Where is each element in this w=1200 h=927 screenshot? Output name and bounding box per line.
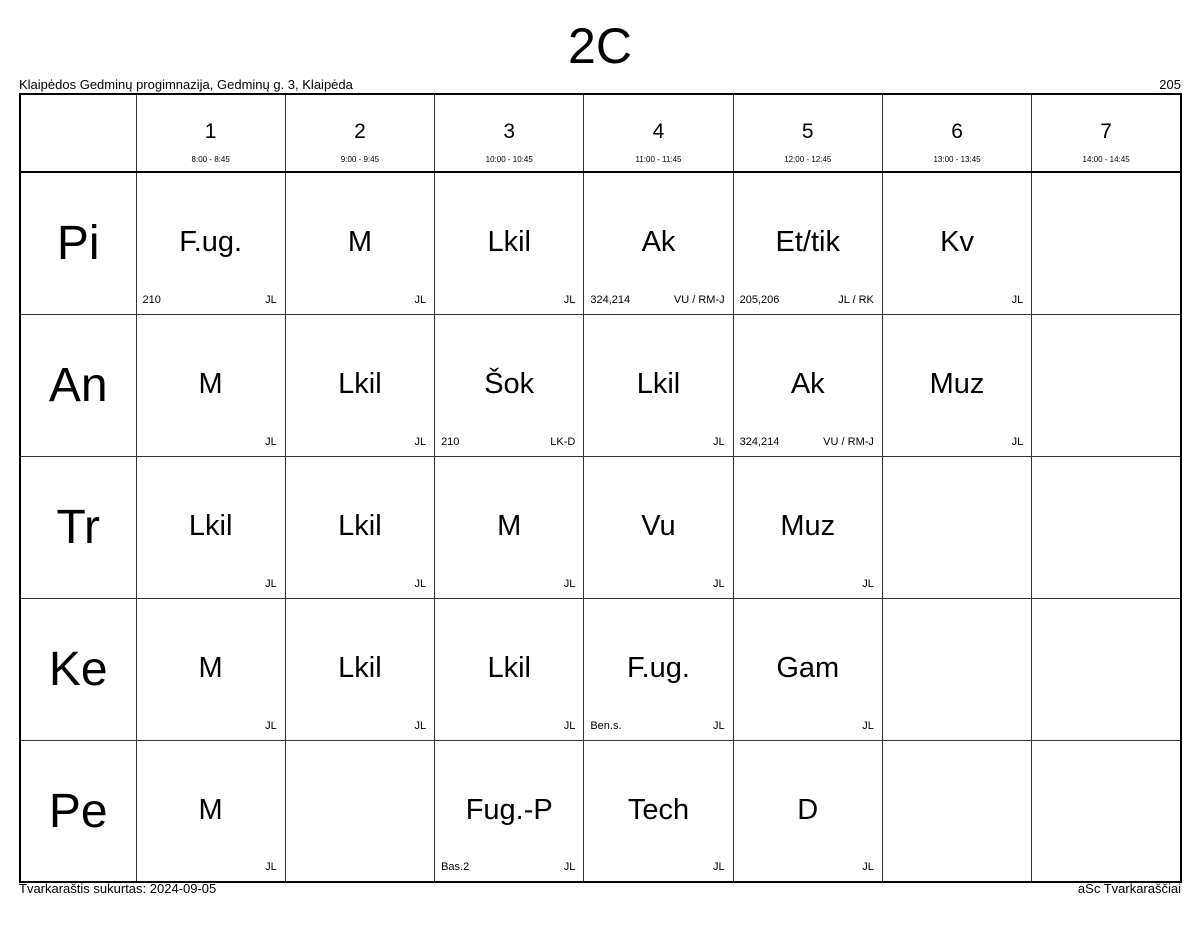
lesson-subject: F.ug.: [179, 226, 243, 258]
lesson-cell: [584, 456, 733, 598]
lesson-subject: Vu: [641, 509, 676, 542]
day-row: [20, 598, 1181, 740]
day-name: An: [48, 358, 108, 412]
lesson-teacher: JL: [862, 861, 874, 873]
lesson-subject: F.ug.: [627, 651, 690, 684]
lesson-subject: M: [497, 509, 522, 542]
period-header-5: [733, 94, 882, 172]
day-name: Pi: [56, 217, 100, 270]
lesson-subject: Kv: [940, 226, 974, 258]
period-number: 5: [801, 120, 814, 143]
lesson-teacher: JL: [414, 719, 427, 732]
period-header-2: [285, 94, 434, 172]
lesson-subject: Lkil: [338, 651, 382, 684]
day-row: [20, 172, 1181, 314]
lesson-cell: [435, 314, 584, 456]
day-name-cell: [20, 598, 136, 740]
period-header-1: [136, 94, 285, 172]
period-time: 12:00 - 12:45: [784, 155, 832, 164]
software-credit: aSc Tvarkaraščiai: [1077, 881, 1181, 896]
period-number: 3: [503, 120, 516, 143]
lesson-room: 210: [441, 435, 460, 448]
lesson-cell: [733, 740, 882, 882]
lesson-cell: [136, 314, 285, 456]
day-name: Pe: [48, 784, 108, 838]
timetable-grid: [19, 93, 1182, 883]
page-title: 2C: [568, 18, 632, 74]
period-header-row: [20, 94, 1181, 172]
lesson-subject: Fug.-P: [465, 793, 553, 826]
corner-cell: [20, 94, 136, 172]
lesson-cell: [285, 314, 434, 456]
lesson-teacher: JL: [414, 577, 427, 590]
lesson-cell: [584, 598, 733, 740]
lesson-room: Bas.2: [441, 861, 470, 873]
lesson-teacher: JL: [563, 577, 576, 590]
lesson-cell: [584, 740, 733, 882]
lesson-subject: Lkil: [338, 509, 382, 542]
period-number: 2: [354, 120, 366, 143]
lesson-subject: Šok: [484, 367, 535, 400]
lesson-subject: Lkil: [636, 367, 681, 400]
lesson-teacher: JL: [1011, 293, 1024, 306]
lesson-teacher: JL: [713, 861, 725, 873]
lesson-cell: [882, 314, 1031, 456]
lesson-subject: Et/tik: [775, 226, 840, 258]
lesson-teacher: JL: [862, 719, 874, 732]
lesson-cell: [1032, 740, 1181, 882]
lesson-teacher: JL: [414, 293, 427, 306]
period-header-3: [435, 94, 584, 172]
lesson-cell: [435, 172, 584, 314]
period-header-4: [584, 94, 733, 172]
day-row: [20, 740, 1181, 882]
lesson-cell: [1032, 172, 1181, 314]
period-time: 9:00 - 9:45: [340, 155, 380, 164]
lesson-teacher: JL: [265, 861, 277, 873]
day-name-cell: [20, 456, 136, 598]
period-header-7: [1032, 94, 1181, 172]
lesson-teacher: JL: [563, 861, 576, 873]
day-row: [20, 456, 1181, 598]
lesson-teacher: JL: [713, 577, 725, 590]
lesson-cell: [733, 172, 882, 314]
lesson-cell: [285, 740, 434, 882]
lesson-cell: [1032, 314, 1181, 456]
lesson-cell: [882, 598, 1031, 740]
lesson-cell: [733, 456, 882, 598]
lesson-subject: M: [198, 367, 223, 400]
lesson-teacher: VU / RM-J: [673, 293, 725, 306]
created-date: Tvarkaraštis sukurtas: 2024-09-05: [19, 881, 217, 896]
lesson-cell: [882, 172, 1031, 314]
lesson-subject: Tech: [627, 793, 690, 826]
period-time: 13:00 - 13:45: [933, 155, 981, 164]
lesson-subject: Lkil: [188, 509, 233, 542]
lesson-subject: Lkil: [487, 226, 531, 258]
lesson-subject: Lkil: [338, 367, 382, 400]
period-number: 1: [204, 120, 217, 143]
period-time: 10:00 - 10:45: [485, 155, 533, 164]
day-name-cell: [20, 172, 136, 314]
lesson-cell: [136, 456, 285, 598]
lesson-room: 205,206: [739, 293, 780, 306]
lesson-cell: [136, 598, 285, 740]
school-name: Klaipėdos Gedminų progimnazija, Gedminų g. 3, Klaipėda: [19, 77, 353, 92]
day-name-cell: [20, 740, 136, 882]
lesson-teacher: JL: [563, 293, 576, 306]
lesson-teacher: JL: [713, 435, 725, 448]
lesson-room: 324,214: [590, 293, 631, 306]
lesson-cell: [882, 740, 1031, 882]
lesson-room: Ben.s.: [590, 719, 622, 732]
homeroom-number: 205: [1159, 77, 1181, 92]
day-name: Ke: [48, 642, 108, 696]
lesson-subject: Lkil: [487, 651, 531, 684]
lesson-teacher: JL: [414, 435, 427, 448]
period-number: 4: [652, 120, 665, 143]
lesson-room: 324,214: [739, 435, 780, 448]
period-time: 11:00 - 11:45: [635, 155, 682, 164]
lesson-cell: [435, 456, 584, 598]
lesson-teacher: JL: [265, 435, 277, 448]
lesson-subject: M: [347, 226, 372, 258]
lesson-cell: [584, 314, 733, 456]
lesson-cell: [285, 598, 434, 740]
day-name: Tr: [56, 500, 101, 554]
day-row: [20, 314, 1181, 456]
lesson-teacher: JL: [563, 719, 576, 732]
lesson-subject: M: [198, 651, 223, 684]
period-time: 8:00 - 8:45: [191, 155, 230, 164]
lesson-cell: [1032, 456, 1181, 598]
lesson-teacher: JL: [1011, 435, 1024, 448]
lesson-teacher: JL / RK: [838, 293, 874, 306]
lesson-subject: Ak: [790, 367, 825, 400]
lesson-teacher: JL: [265, 577, 277, 590]
lesson-teacher: LK-D: [550, 435, 576, 448]
lesson-teacher: JL: [265, 719, 277, 732]
period-number: 7: [1100, 120, 1112, 143]
lesson-room: 210: [142, 293, 161, 306]
period-header-6: [882, 94, 1031, 172]
lesson-teacher: JL: [265, 293, 277, 306]
lesson-cell: [733, 314, 882, 456]
lesson-subject: M: [198, 793, 223, 826]
lesson-subject: Muz: [929, 367, 985, 400]
lesson-subject: Gam: [776, 651, 840, 684]
lesson-cell: [435, 598, 584, 740]
lesson-teacher: VU / RM-J: [823, 435, 874, 448]
lesson-cell: [285, 172, 434, 314]
lesson-subject: D: [797, 793, 819, 826]
lesson-teacher: JL: [713, 719, 725, 732]
lesson-cell: [435, 740, 584, 882]
lesson-cell: [584, 172, 733, 314]
lesson-cell: [882, 456, 1031, 598]
lesson-subject: Muz: [780, 509, 836, 542]
period-number: 6: [951, 120, 963, 143]
lesson-cell: [136, 172, 285, 314]
day-name-cell: [20, 314, 136, 456]
lesson-cell: [136, 740, 285, 882]
lesson-cell: [285, 456, 434, 598]
lesson-cell: [733, 598, 882, 740]
lesson-subject: Ak: [641, 226, 676, 258]
lesson-teacher: JL: [862, 577, 874, 590]
period-time: 14:00 - 14:45: [1082, 155, 1130, 164]
lesson-cell: [1032, 598, 1181, 740]
